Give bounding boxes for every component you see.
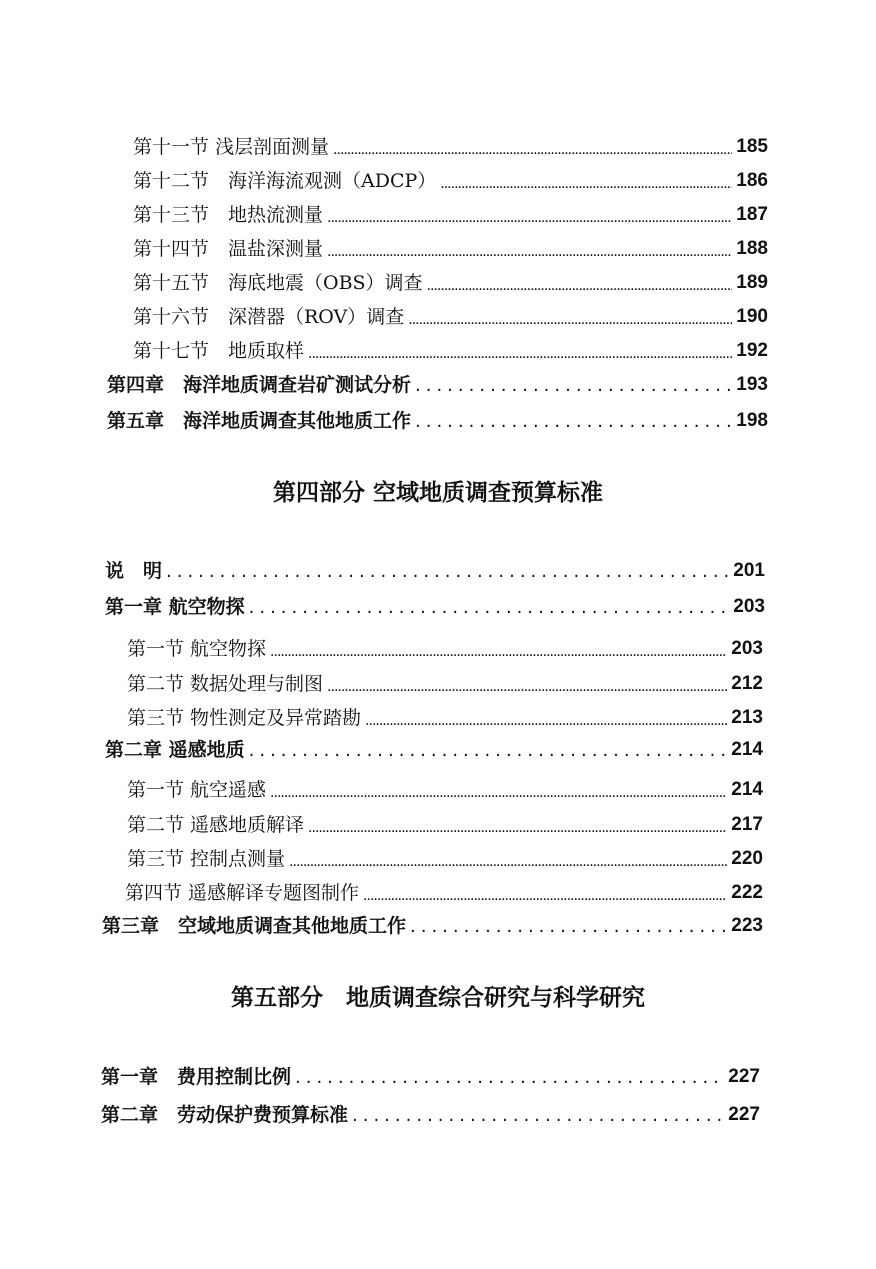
toc-chapter-page: 193 — [736, 374, 768, 395]
toc-entry-label: 第十五节 海底地震（OBS）调查 — [133, 272, 423, 294]
toc-leader-dots — [289, 848, 727, 870]
toc-entry — [127, 806, 763, 836]
toc-entry — [133, 230, 768, 260]
toc-entry-page: 220 — [731, 848, 763, 869]
toc-entry — [133, 196, 768, 226]
toc-chapter — [102, 907, 763, 937]
toc-entry-label: 第一节 航空遥感 — [127, 779, 267, 801]
toc-entry-page: 203 — [731, 638, 763, 659]
toc-leader-dots — [415, 374, 732, 396]
toc-leader-dots — [327, 204, 732, 226]
toc-entry-label: 第二节 数据处理与制图 — [127, 673, 324, 695]
part-title: 第四部分 空域地质调查预算标准 — [272, 480, 603, 506]
toc-entry-page: 217 — [731, 814, 763, 835]
toc-leader-dots — [308, 340, 732, 362]
toc-entry — [127, 771, 763, 801]
toc-chapter — [105, 731, 763, 761]
toc-entry-page: 222 — [731, 882, 763, 903]
toc-entry-label: 第一节 航空物探 — [127, 638, 267, 660]
toc-entry-page: 188 — [736, 238, 768, 259]
toc-chapter-label: 说 明 — [105, 560, 163, 582]
toc-entry — [133, 128, 768, 158]
toc-leader-dots — [249, 596, 730, 618]
toc-chapter — [101, 1096, 760, 1126]
toc-leader-dots — [415, 410, 732, 432]
toc-entry — [133, 162, 768, 192]
toc-leader-dots — [365, 707, 727, 729]
toc-chapter-label: 第四章 海洋地质调查岩矿测试分析 — [107, 374, 412, 396]
toc-entry-label: 第十二节 海洋海流观测（ADCP） — [133, 170, 437, 192]
toc-leader-dots — [166, 560, 729, 582]
toc-entry-label: 第十六节 深潜器（ROV）调查 — [133, 306, 405, 328]
toc-entry-label: 第三节 物性测定及异常踏勘 — [127, 707, 362, 729]
toc-chapter-page: 201 — [733, 560, 765, 581]
toc-entry — [127, 665, 763, 695]
toc-chapter-label: 第一章 航空物探 — [105, 596, 245, 618]
toc-leader-dots — [352, 1104, 724, 1126]
toc-leader-dots — [427, 272, 733, 294]
toc-entry — [127, 630, 763, 660]
toc-chapter-page: 227 — [728, 1104, 760, 1125]
toc-chapter — [107, 402, 768, 432]
toc-entry — [133, 264, 768, 294]
toc-entry-page: 212 — [731, 673, 763, 694]
toc-leader-dots — [270, 638, 727, 660]
toc-entry-page: 214 — [731, 779, 763, 800]
toc-entry-label: 第三节 控制点测量 — [127, 848, 286, 870]
toc-leader-dots — [270, 779, 727, 801]
toc-entry — [127, 840, 763, 870]
toc-entry-label: 第十三节 地热流测量 — [133, 204, 324, 226]
toc-entry-label: 第二节 遥感地质解译 — [127, 814, 305, 836]
toc-leader-dots — [333, 136, 732, 158]
toc-leader-dots — [327, 673, 727, 695]
toc-chapter-label: 第五章 海洋地质调查其他地质工作 — [107, 410, 412, 432]
toc-chapter-page: 214 — [731, 739, 763, 760]
part-title: 第五部分 地质调查综合研究与科学研究 — [231, 985, 645, 1011]
toc-chapter-label: 第二章 遥感地质 — [105, 739, 245, 761]
toc-entry-page: 185 — [736, 136, 768, 157]
toc-entry-label: 第十七节 地质取样 — [133, 340, 305, 362]
toc-leader-dots — [410, 915, 727, 937]
toc-entry-page: 187 — [736, 204, 768, 225]
toc-entry — [125, 874, 763, 904]
toc-chapter-label: 第二章 劳动保护费预算标准 — [101, 1104, 349, 1126]
toc-entry-label: 第四节 遥感解译专题图制作 — [125, 882, 360, 904]
toc-chapter-page: 227 — [728, 1066, 760, 1087]
toc-entry-label: 第十四节 温盐深测量 — [133, 238, 324, 260]
toc-entry-page: 186 — [736, 170, 768, 191]
toc-entry-label: 第十一节 浅层剖面测量 — [133, 136, 330, 158]
toc-entry-page: 213 — [731, 707, 763, 728]
toc-entry — [133, 298, 768, 328]
toc-chapter — [105, 552, 765, 582]
toc-leader-dots — [440, 170, 732, 192]
toc-chapter — [101, 1058, 760, 1088]
toc-leader-dots — [295, 1066, 724, 1088]
toc-leader-dots — [249, 739, 728, 761]
toc-entry — [127, 699, 763, 729]
toc-chapter-page: 223 — [731, 915, 763, 936]
toc-leader-dots — [363, 882, 727, 904]
toc-chapter — [107, 366, 768, 396]
toc-entry-page: 189 — [736, 272, 768, 293]
toc-entry — [133, 332, 768, 362]
toc-chapter-page: 203 — [733, 596, 765, 617]
toc-chapter-label: 第一章 费用控制比例 — [101, 1066, 292, 1088]
toc-entry-page: 192 — [736, 340, 768, 361]
toc-chapter — [105, 588, 765, 618]
toc-leader-dots — [408, 306, 732, 328]
toc-leader-dots — [327, 238, 732, 260]
toc-leader-dots — [308, 814, 727, 836]
toc-chapter-label: 第三章 空域地质调查其他地质工作 — [102, 915, 407, 937]
toc-entry-page: 190 — [736, 306, 768, 327]
toc-chapter-page: 198 — [736, 410, 768, 431]
